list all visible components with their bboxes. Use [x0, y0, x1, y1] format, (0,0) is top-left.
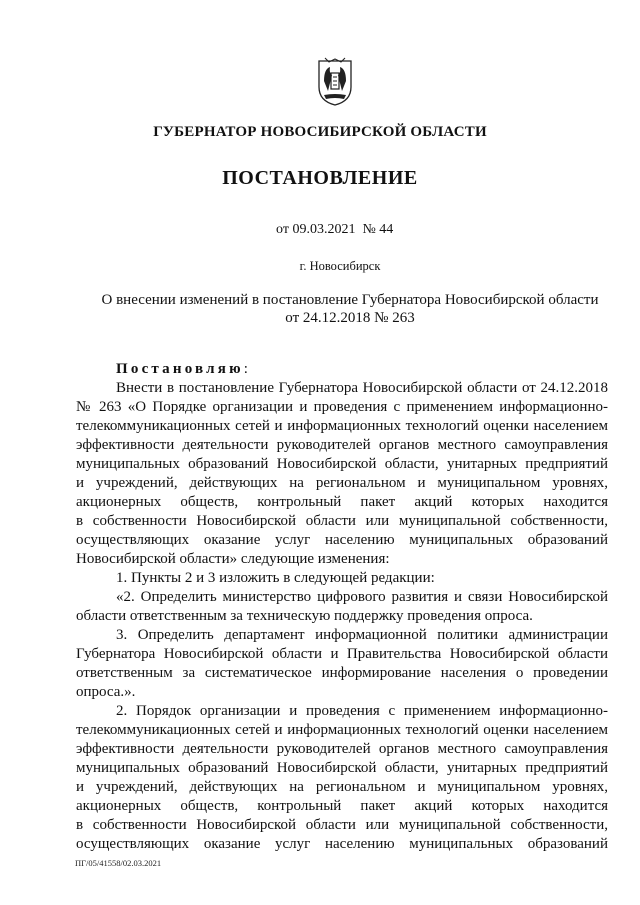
body-line: осуществляющих оказание услуг населению муниципальных образований — [76, 532, 608, 548]
body-line: телекоммуникационных сетей и информационных технологий оценки населением — [76, 418, 608, 434]
organization-title: ГУБЕРНАТОР НОВОСИБИРСКОЙ ОБЛАСТИ — [153, 124, 487, 140]
decree-colon: : — [243, 361, 248, 377]
document-date: 09.03.2021 — [292, 222, 356, 237]
body-line: опроса.». — [76, 684, 136, 700]
body-line: в собственности Новосибирской области или муниципальной собственности, — [76, 817, 608, 833]
document-number: № 44 — [362, 222, 394, 237]
body-line: области ответственным за техническую поддержку проведения опроса. — [76, 608, 533, 624]
decree-word: Постановляю — [116, 361, 244, 377]
subject-line: О внесении изменений в постановление Губернатора Новосибирской области — [101, 292, 599, 308]
body-line: эффективности деятельности руководителей органов местного самоуправления — [76, 741, 608, 757]
body-line: и учреждений, действующих на региональном и муниципальном уровнях, — [76, 779, 608, 795]
body-line: телекоммуникационных сетей и информационных технологий оценки населением — [76, 722, 608, 738]
body-line: акционерных обществ, контрольный пакет акций которых находится — [76, 798, 608, 814]
body-line: акционерных обществ, контрольный пакет акций которых находится — [76, 494, 608, 510]
place: г. Новосибирск — [299, 259, 381, 273]
date-prefix: от — [276, 222, 289, 237]
date-line — [276, 222, 393, 238]
body-line: Внести в постановление Губернатора Новосибирской области от 24.12.2018 — [116, 380, 608, 396]
body-line: муниципальных образований Новосибирской области, унитарных предприятий — [76, 456, 608, 472]
decree-heading — [76, 360, 608, 379]
body-line: ответственным за систематическое информирование населения о проведении — [76, 665, 608, 681]
body-line: № 263 «О Порядке организации и проведения с применением информационно- — [76, 399, 608, 415]
body-line: 1. Пункты 2 и 3 изложить в следующей редакции: — [116, 570, 435, 586]
body-line: Губернатора Новосибирской области и Правительства Новосибирской области — [76, 646, 608, 662]
body-line: Новосибирской области» следующие изменения: — [76, 551, 390, 567]
document-type: ПОСТАНОВЛЕНИЕ — [222, 167, 418, 189]
subject-line: от 24.12.2018 № 263 — [285, 310, 415, 326]
coat-of-arms-icon — [316, 57, 354, 107]
body-line: осуществляющих оказание услуг населению муниципальных образований — [76, 836, 608, 852]
body-line: 3. Определить департамент информационной политики администрации — [116, 627, 608, 643]
body-line: «2. Определить министерство цифрового развития и связи Новосибирской — [116, 589, 608, 605]
body-line: 2. Порядок организации и проведения с применением информационно- — [116, 703, 608, 719]
body-line: муниципальных образований Новосибирской области, унитарных предприятий — [76, 760, 608, 776]
document-body — [76, 360, 608, 854]
body-line: в собственности Новосибирской области или муниципальной собственности, — [76, 513, 608, 529]
body-line: эффективности деятельности руководителей органов местного самоуправления — [76, 437, 608, 453]
document-subject — [60, 291, 640, 327]
body-line: и учреждений, действующих на региональном и муниципальном уровнях, — [76, 475, 608, 491]
footer-code: ПГ/05/41558/02.03.2021 — [75, 858, 162, 868]
